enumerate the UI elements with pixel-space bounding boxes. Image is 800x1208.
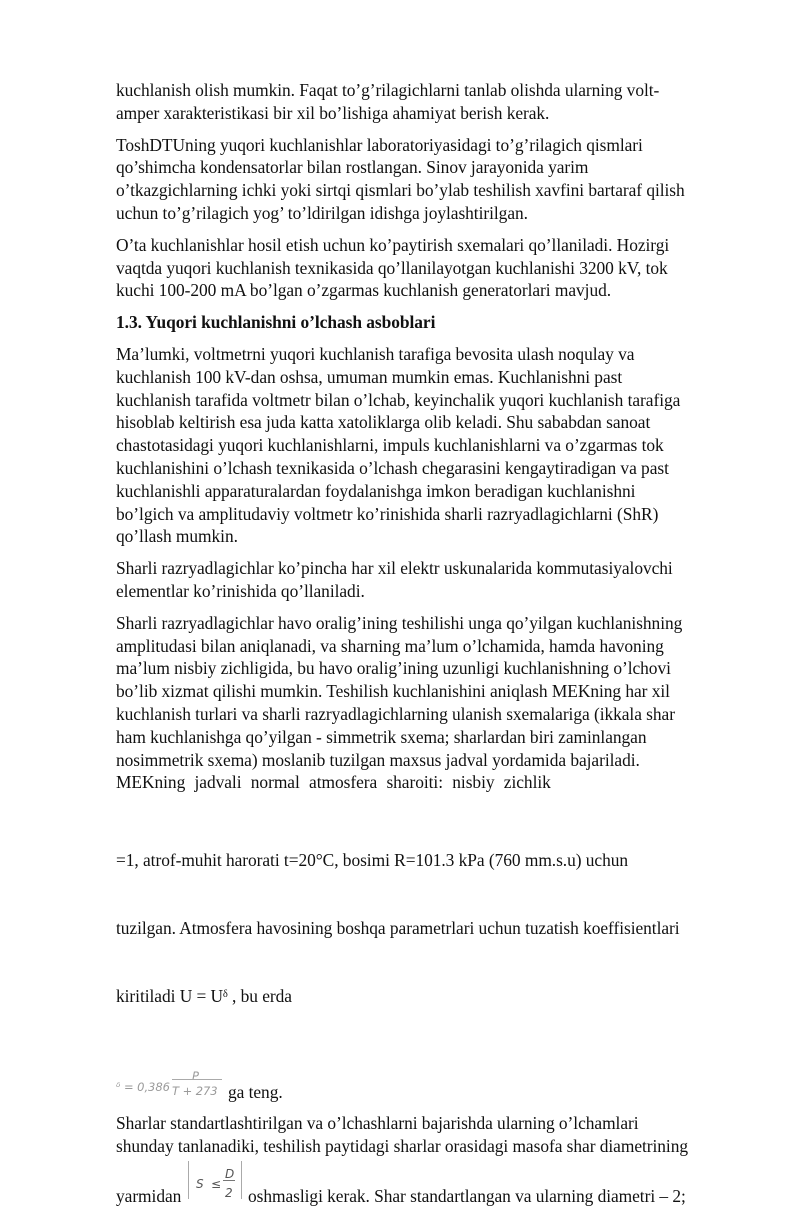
formula-image: [116, 1065, 234, 1098]
paragraph-6: [116, 612, 716, 794]
ineq-le: ≤: [211, 1177, 222, 1192]
document-body: [116, 79, 716, 1207]
ineq-denominator: 2: [225, 1186, 233, 1201]
text-line: kiritiladi U = Uᵟ , bu erda: [116, 986, 292, 1007]
text-line: amplitudasi bilan aniqlanadi, va sharning ma’lum o’lchamida, hamda havoning: [116, 635, 664, 656]
text-line: kuchlanish tarafida voltmetr bilan o’lchab, keyinchalik yuqori kuchlanish tarafiga: [116, 389, 681, 410]
formula-denominator: T + 273: [172, 1083, 218, 1098]
paragraph-4: [116, 343, 716, 548]
paragraph-1: [116, 79, 716, 125]
ineq-s: S: [196, 1177, 204, 1192]
paragraph-2: [116, 134, 716, 225]
ineq-fraction-bar: [223, 1180, 235, 1181]
paragraph-8: [116, 1112, 716, 1158]
text-line: vaqtda yuqori kuchlanish texnikasida qo’llanilayotgan kuchlanishi 3200 kV, tok: [116, 257, 668, 278]
condition-pre-text: yarmidan: [116, 1186, 182, 1207]
text-line: kuchi 100-200 mA bo’lgan o’zgarmas kuchlanish generatorlari mavjud.: [116, 280, 612, 301]
ineq-numerator: D: [225, 1167, 235, 1182]
text-line: amper xarakteristikasi bir xil bo’lishiga ahamiyat berish kerak.: [116, 102, 550, 123]
text-line: nosimmetrik sxema) moslanib tuzilgan maxsus jadval yordamida bajariladi.: [116, 749, 640, 770]
text-line: bo’lgich va amplitudaviy voltmetr ko’rinishida sharli razryadlagichlarni (ShR): [116, 503, 659, 524]
text-line: chastotasidagi yuqori kuchlanishlarni, impuls kuchlanishlarni va o’zgarmas tok: [116, 435, 664, 456]
text-line: shunday tanlanadiki, teshilish paytidagi sharlar orasidagi masofa shar diametrining: [116, 1135, 689, 1156]
text-line: Sharli razryadlagichlar ko’pincha har xil elektr uskunalarida kommutasiyalovchi: [116, 558, 673, 579]
paragraph-7: [116, 803, 716, 1054]
paragraph-5: [116, 557, 716, 603]
formula-numerator: P: [192, 1068, 199, 1083]
text-line: qo’llash mumkin.: [116, 526, 238, 547]
text-line: elementlar ko’rinishida qo’llaniladi.: [116, 580, 365, 601]
text-line: tuzilgan. Atmosfera havosining boshqa parametrlari uchun tuzatish koeffisientlari: [116, 918, 680, 939]
formula-tail-text: ga teng.: [228, 1081, 283, 1102]
text-line: MEKning jadvali normal atmosfera sharoiti: nisbiy zichlik: [116, 772, 551, 793]
text-line: O’ta kuchlanishlar hosil etish uchun ko’paytirish sxemalari qo’llaniladi. Hozirgi: [116, 234, 670, 255]
text-line: ham kuchlanishga qo’yilgan - simmetrik sxema; sharlardan biri zaminlangan: [116, 726, 647, 747]
text-line: uchun to’g’rilagich yog’ to’ldirilgan idishga joylashtirilgan.: [116, 202, 528, 223]
formula-lhs: ᵟ = 0,386: [116, 1079, 170, 1094]
inequality-image: [188, 1161, 242, 1199]
text-line: qo’shimcha kondensatorlar bilan rostlangan. Sinov jarayonida yarim: [116, 157, 589, 178]
distance-condition: [116, 1161, 716, 1207]
text-line: ma’lum nisbiy zichligida, bu havo oralig’ining uzunligi kuchlanishning o’lchovi: [116, 658, 671, 679]
text-line: o’tkazgichlarning ichki yoki sirtqi qismlari bo’ylab teshilish xavfini bartaraf qilish: [116, 180, 685, 201]
text-line: kuchlanishini o’lchash texnikasida o’lchash chegarasini kengaytiradigan va past: [116, 457, 669, 478]
text-line: Sharli razryadlagichlar havo oralig’ining teshilishi unga qo’yilgan kuchlanishning: [116, 612, 683, 633]
text-line: ToshDTUning yuqori kuchlanishlar laboratoriyasidagi to’g’rilagich qismlari: [116, 134, 643, 155]
text-line: kuchlanish turlari va sharli razryadlagichlarning ulanish sxemalariga (ikkala shar: [116, 703, 675, 724]
density-formula: [116, 1063, 716, 1103]
text-line: kuchlanish 100 kV-dan oshsa, umuman mumkin emas. Kuchlanishni past: [116, 366, 623, 387]
paragraph-3: [116, 234, 716, 302]
condition-post-text: oshmasligi kerak. Shar standartlangan va ularning diametri – 2;: [248, 1186, 686, 1207]
text-line: Ma’lumki, voltmetrni yuqori kuchlanish tarafiga bevosita ulash noqulay va: [116, 343, 635, 364]
text-line: bo’lib xizmat qilishi mumkin. Teshilish kuchlanishini aniqlash MEKning har xil: [116, 681, 670, 702]
text-line: =1, atrof-muhit harorati t=20°C, bosimi R=101.3 kPa (760 mm.s.u) uchun: [116, 849, 629, 870]
text-line: kuchlanishli apparaturalardan foydalanishga imkon beradigan kuchlanishni: [116, 480, 636, 501]
text-line: Sharlar standartlashtirilgan va o’lchashlarni bajarishda ularning o’lchamlari: [116, 1112, 639, 1133]
section-heading: 1.3. Yuqori kuchlanishni o’lchash asboblari: [116, 312, 436, 333]
text-line: hisoblab keltirish esa juda katta xatoliklarga olib keladi. Shu sababdan sanoat: [116, 412, 651, 433]
text-line: kuchlanish olish mumkin. Faqat to’g’rilagichlarni tanlab olishda ularning volt-: [116, 80, 660, 100]
